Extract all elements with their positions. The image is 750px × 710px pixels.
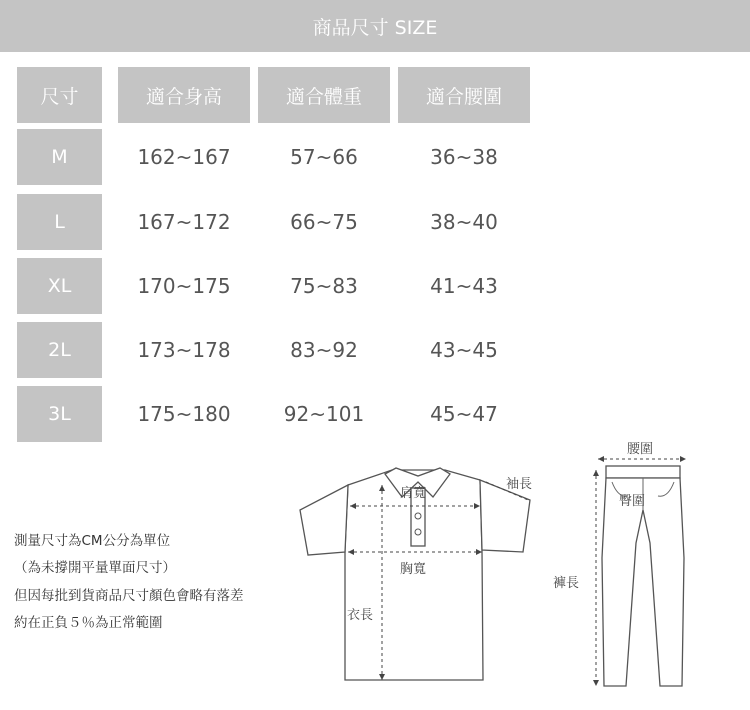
row-size: 2L	[17, 322, 102, 378]
note-unit: 測量尺寸為CM公分為單位	[14, 533, 171, 549]
row-weight: 66~75	[290, 210, 358, 234]
header-weight: 適合體重	[258, 67, 390, 123]
row-size: M	[17, 129, 102, 185]
pants-diagram	[588, 448, 698, 703]
label-shoulder-width: 肩寬	[400, 486, 427, 501]
row-weight: 75~83	[290, 274, 358, 298]
note-tolerance: 約在正負５％為正常範圍	[14, 615, 163, 631]
label-hip: 臀圍	[619, 494, 646, 509]
row-weight: 57~66	[290, 145, 358, 169]
header-height: 適合身高	[118, 67, 250, 123]
page-title: 商品尺寸 SIZE	[312, 16, 438, 39]
row-weight: 92~101	[283, 402, 365, 426]
row-waist: 38~40	[430, 210, 498, 234]
row-size: XL	[17, 258, 102, 314]
row-waist: 36~38	[430, 145, 498, 169]
row-weight: 83~92	[290, 338, 358, 362]
label-pants-length: 褲長	[553, 576, 580, 591]
label-shirt-length: 衣長	[347, 608, 374, 623]
page-title-banner	[0, 0, 750, 52]
header-waist: 適合腰圍	[398, 67, 530, 123]
label-waist: 腰圍	[627, 442, 654, 457]
row-height: 175~180	[137, 402, 231, 426]
row-height: 167~172	[137, 210, 231, 234]
row-waist: 43~45	[430, 338, 498, 362]
row-height: 170~175	[137, 274, 231, 298]
row-waist: 41~43	[430, 274, 498, 298]
row-height: 173~178	[137, 338, 231, 362]
label-chest-width: 胸寬	[400, 562, 427, 577]
header-size: 尺寸	[17, 67, 102, 123]
row-height: 162~167	[137, 145, 231, 169]
note-variance: 但因每批到貨商品尺寸顏色會略有落差	[14, 588, 244, 604]
row-size: 3L	[17, 386, 102, 442]
row-waist: 45~47	[430, 402, 498, 426]
note-flat: （為未撐開平量單面尺寸）	[14, 560, 176, 576]
label-sleeve-length: 袖長	[506, 477, 533, 492]
row-size: L	[17, 194, 102, 250]
